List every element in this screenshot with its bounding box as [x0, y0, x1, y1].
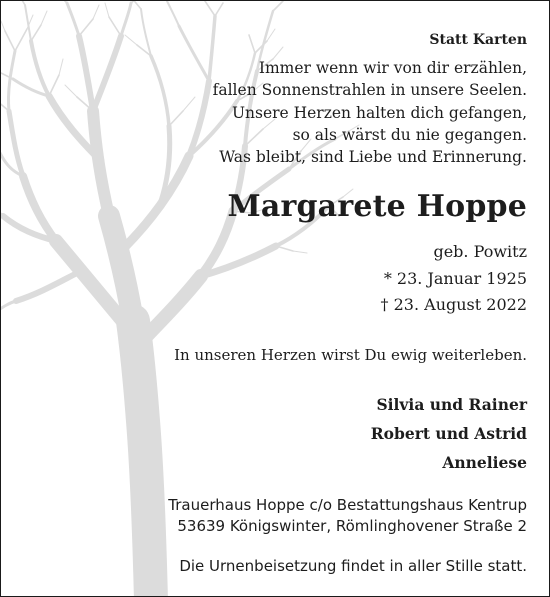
poem-line: fallen Sonnenstrahlen in unsere Seelen. [212, 81, 527, 100]
birth-date: * 23. Januar 1925 [383, 269, 527, 288]
mourning-address [168, 495, 527, 537]
death-date: † 23. August 2022 [380, 295, 527, 314]
poem-line: Immer wenn wir von dir erzählen, [258, 59, 527, 77]
address-line: 53639 Königswinter, Römlinghovener Straße 2 [177, 517, 527, 535]
family-member: Silvia und Rainer [376, 395, 527, 414]
memorial-motto: In unseren Herzen wirst Du ewig weiterleben. [174, 346, 527, 364]
poem-line: Was bleibt, sind Liebe und Erinnerung. [219, 148, 527, 167]
burial-note: Die Urnenbeisetzung findet in aller Stille statt. [179, 557, 527, 575]
header-title: Statt Karten [429, 32, 527, 48]
poem [213, 57, 527, 168]
family-member: Robert und Astrid [370, 424, 527, 443]
family-member: Anneliese [442, 453, 527, 472]
poem-line: Unsere Herzen halten dich gefangen, [231, 103, 527, 122]
poem-line: so als wärst du nie gegangen. [292, 125, 527, 144]
maiden-name: geb. Powitz [433, 242, 527, 261]
address-line: Trauerhaus Hoppe c/o Bestattungshaus Kentrup [168, 496, 527, 514]
deceased-name: Margarete Hoppe [227, 189, 527, 224]
